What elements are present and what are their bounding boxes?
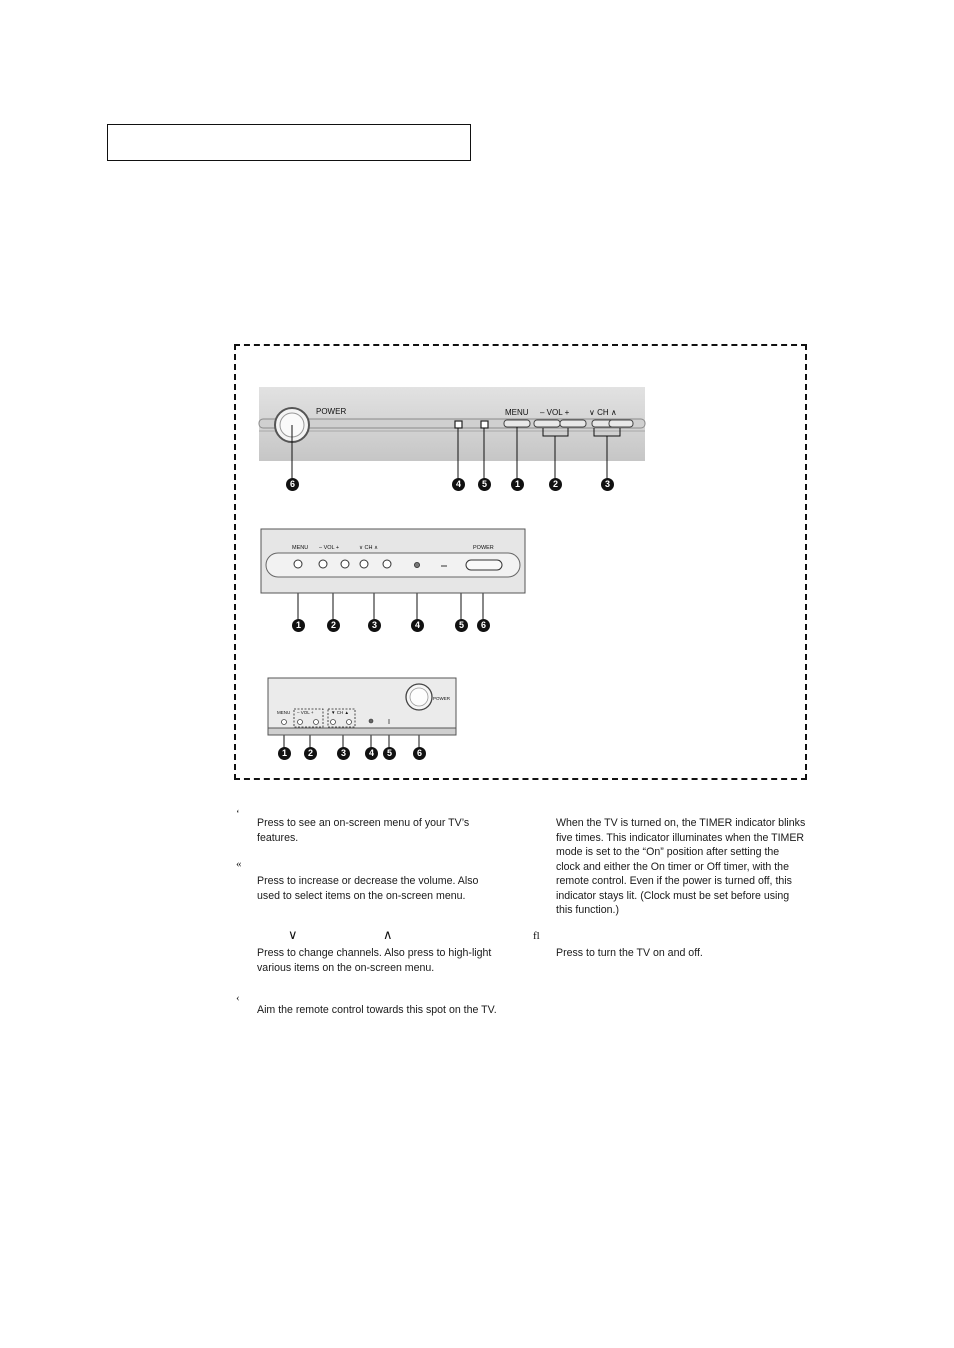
remote-sensor-description: Aim the remote control towards this spot on the TV. <box>257 1004 497 1016</box>
volume-label: – VOL + <box>540 408 570 417</box>
callout-4: 4 <box>452 478 465 491</box>
callout-6: 6 <box>477 619 490 632</box>
callout-2: 2 <box>327 619 340 632</box>
callout-2: 2 <box>304 747 317 760</box>
menu-label: MENU <box>505 408 529 417</box>
menu-button[interactable] <box>504 420 530 427</box>
channel-down-icon: ∨ <box>288 927 298 942</box>
menu-item-marker: ‘ <box>236 808 240 820</box>
volume-item-marker: « <box>236 858 242 870</box>
callout-1: 1 <box>511 478 524 491</box>
callout-4: 4 <box>365 747 378 760</box>
callout-3: 3 <box>337 747 350 760</box>
power-item-marker: fl <box>533 930 540 942</box>
callout-6: 6 <box>413 747 426 760</box>
callout-3: 3 <box>368 619 381 632</box>
volume-label: – VOL + <box>319 545 340 551</box>
volume-down-button[interactable] <box>319 560 327 568</box>
power-label: POWER <box>473 545 494 551</box>
callout-3: 3 <box>601 478 614 491</box>
menu-label: MENU <box>277 710 291 715</box>
channel-label: ▼ CH ▲ <box>331 710 349 715</box>
front-panel-model-3-detail <box>268 678 456 735</box>
callout-2: 2 <box>549 478 562 491</box>
channel-up-button[interactable] <box>347 720 352 725</box>
timer-description: When the TV is turned on, the TIMER indicator blinks five times. This indicator illuminates when the TIMER mode is set to the “On” position after setting the clock and either the On timer or Off timer, with the remote control. Even if the power is turned off, this indicator stays lit. (Clock must be set before using this function.) <box>556 817 806 916</box>
channel-label: ∨ CH ∧ <box>589 408 617 417</box>
remote-sensor-window <box>369 719 373 723</box>
front-panel-model-1 <box>259 387 645 461</box>
timer-indicator <box>481 421 488 428</box>
power-label: POWER <box>433 696 451 701</box>
menu-description: Press to see an on-screen menu of your TV’s features. <box>257 817 470 844</box>
front-panel-model-2 <box>261 529 525 593</box>
remote-sensor-window <box>414 562 419 567</box>
power-label: POWER <box>316 407 347 416</box>
menu-button[interactable] <box>282 720 287 725</box>
menu-button[interactable] <box>294 560 302 568</box>
callout-5: 5 <box>455 619 468 632</box>
remote-sensor-window <box>455 421 462 428</box>
volume-down-button[interactable] <box>298 720 303 725</box>
volume-up-button[interactable] <box>341 560 349 568</box>
power-button[interactable] <box>466 560 502 570</box>
callout-6: 6 <box>286 478 299 491</box>
channel-up-icon: ∧ <box>383 927 393 942</box>
channel-description: Press to change channels. Also press to high-light various items on the on-screen menu. <box>257 947 492 974</box>
channel-label: ∨ CH ∧ <box>359 545 379 551</box>
volume-up-button[interactable] <box>560 420 586 427</box>
channel-down-button[interactable] <box>331 720 336 725</box>
callout-1: 1 <box>292 619 305 632</box>
callout-4: 4 <box>411 619 424 632</box>
volume-description: Press to increase or decrease the volume. Also used to select items on the on-screen menu. <box>257 875 479 902</box>
channel-up-button[interactable] <box>383 560 391 568</box>
callout-1: 1 <box>278 747 291 760</box>
menu-label: MENU <box>292 545 309 551</box>
volume-up-button[interactable] <box>314 720 319 725</box>
channel-down-button[interactable] <box>360 560 368 568</box>
channel-up-button[interactable] <box>609 420 633 427</box>
volume-label: – VOL + <box>297 710 314 715</box>
volume-down-button[interactable] <box>534 420 560 427</box>
callout-5: 5 <box>383 747 396 760</box>
section-title-box <box>107 124 471 161</box>
power-description: Press to turn the TV on and off. <box>556 947 703 959</box>
remote-sensor-item-marker: ‹ <box>236 992 240 1004</box>
callout-5: 5 <box>478 478 491 491</box>
